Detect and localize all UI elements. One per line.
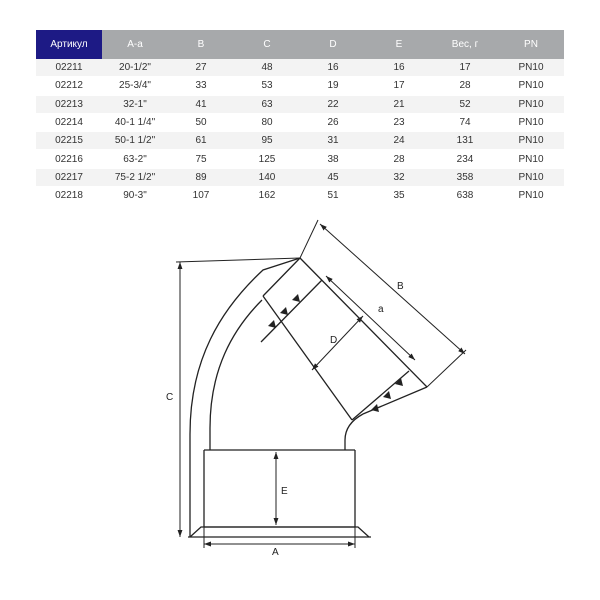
header-pn: PN bbox=[498, 30, 564, 59]
dimension-lines bbox=[176, 220, 466, 548]
cell-d: 22 bbox=[300, 95, 366, 113]
cell-weight: 17 bbox=[432, 59, 498, 77]
cell-c: 95 bbox=[234, 132, 300, 150]
header-weight: Вес, г bbox=[432, 30, 498, 59]
cell-weight: 234 bbox=[432, 150, 498, 168]
cell-pn: PN10 bbox=[498, 168, 564, 186]
cell-e: 28 bbox=[366, 150, 432, 168]
cell-e: 23 bbox=[366, 113, 432, 131]
header-d: D bbox=[300, 30, 366, 59]
cell-article: 02212 bbox=[36, 77, 102, 95]
cell-b: 61 bbox=[168, 132, 234, 150]
cell-article: 02215 bbox=[36, 132, 102, 150]
cell-weight: 52 bbox=[432, 95, 498, 113]
cell-c: 48 bbox=[234, 59, 300, 77]
header-b: B bbox=[168, 30, 234, 59]
header-e: E bbox=[366, 30, 432, 59]
cell-weight: 28 bbox=[432, 77, 498, 95]
cell-a-a: 63-2" bbox=[102, 150, 168, 168]
cell-e: 32 bbox=[366, 168, 432, 186]
label-small-a: a bbox=[378, 304, 384, 315]
cell-e: 17 bbox=[366, 77, 432, 95]
cell-a-a: 32-1" bbox=[102, 95, 168, 113]
cell-article: 02217 bbox=[36, 168, 102, 186]
cell-a-a: 50-1 1/2" bbox=[102, 132, 168, 150]
label-e: E bbox=[281, 486, 288, 497]
label-a: A bbox=[272, 547, 279, 558]
label-b: B bbox=[397, 281, 404, 292]
cell-article: 02216 bbox=[36, 150, 102, 168]
cell-e: 16 bbox=[366, 59, 432, 77]
cell-article: 02218 bbox=[36, 187, 102, 205]
header-c: C bbox=[234, 30, 300, 59]
cell-a-a: 25-3/4" bbox=[102, 77, 168, 95]
cell-article: 02213 bbox=[36, 95, 102, 113]
cell-d: 38 bbox=[300, 150, 366, 168]
cell-b: 41 bbox=[168, 95, 234, 113]
cell-c: 80 bbox=[234, 113, 300, 131]
cell-article: 02214 bbox=[36, 113, 102, 131]
cell-pn: PN10 bbox=[498, 150, 564, 168]
cell-pn: PN10 bbox=[498, 77, 564, 95]
cell-e: 24 bbox=[366, 132, 432, 150]
cell-pn: PN10 bbox=[498, 59, 564, 77]
cell-d: 31 bbox=[300, 132, 366, 150]
cell-pn: PN10 bbox=[498, 132, 564, 150]
header-article: Артикул bbox=[36, 30, 102, 59]
cell-article: 02211 bbox=[36, 59, 102, 77]
cell-d: 26 bbox=[300, 113, 366, 131]
cell-b: 33 bbox=[168, 77, 234, 95]
cell-a-a: 90-3" bbox=[102, 187, 168, 205]
cell-e: 21 bbox=[366, 95, 432, 113]
header-a-a: A-a bbox=[102, 30, 168, 59]
cell-b: 27 bbox=[168, 59, 234, 77]
cell-b: 107 bbox=[168, 187, 234, 205]
cell-pn: PN10 bbox=[498, 95, 564, 113]
cell-c: 53 bbox=[234, 77, 300, 95]
cell-a-a: 40-1 1/4" bbox=[102, 113, 168, 131]
cell-c: 125 bbox=[234, 150, 300, 168]
elbow-body bbox=[188, 258, 427, 537]
label-c: C bbox=[166, 392, 174, 403]
cell-weight: 131 bbox=[432, 132, 498, 150]
cell-pn: PN10 bbox=[498, 187, 564, 205]
cell-d: 16 bbox=[300, 59, 366, 77]
cell-weight: 74 bbox=[432, 113, 498, 131]
cell-c: 140 bbox=[234, 168, 300, 186]
cell-weight: 638 bbox=[432, 187, 498, 205]
cell-b: 89 bbox=[168, 168, 234, 186]
label-d: D bbox=[330, 335, 338, 346]
cell-e: 35 bbox=[366, 187, 432, 205]
cell-a-a: 75-2 1/2" bbox=[102, 168, 168, 186]
cell-c: 162 bbox=[234, 187, 300, 205]
cell-weight: 358 bbox=[432, 168, 498, 186]
cell-d: 19 bbox=[300, 77, 366, 95]
cell-d: 51 bbox=[300, 187, 366, 205]
cell-c: 63 bbox=[234, 95, 300, 113]
dimension-labels bbox=[166, 281, 404, 558]
cell-pn: PN10 bbox=[498, 113, 564, 131]
cell-d: 45 bbox=[300, 168, 366, 186]
cell-a-a: 20-1/2" bbox=[102, 59, 168, 77]
cell-b: 75 bbox=[168, 150, 234, 168]
cell-b: 50 bbox=[168, 113, 234, 131]
